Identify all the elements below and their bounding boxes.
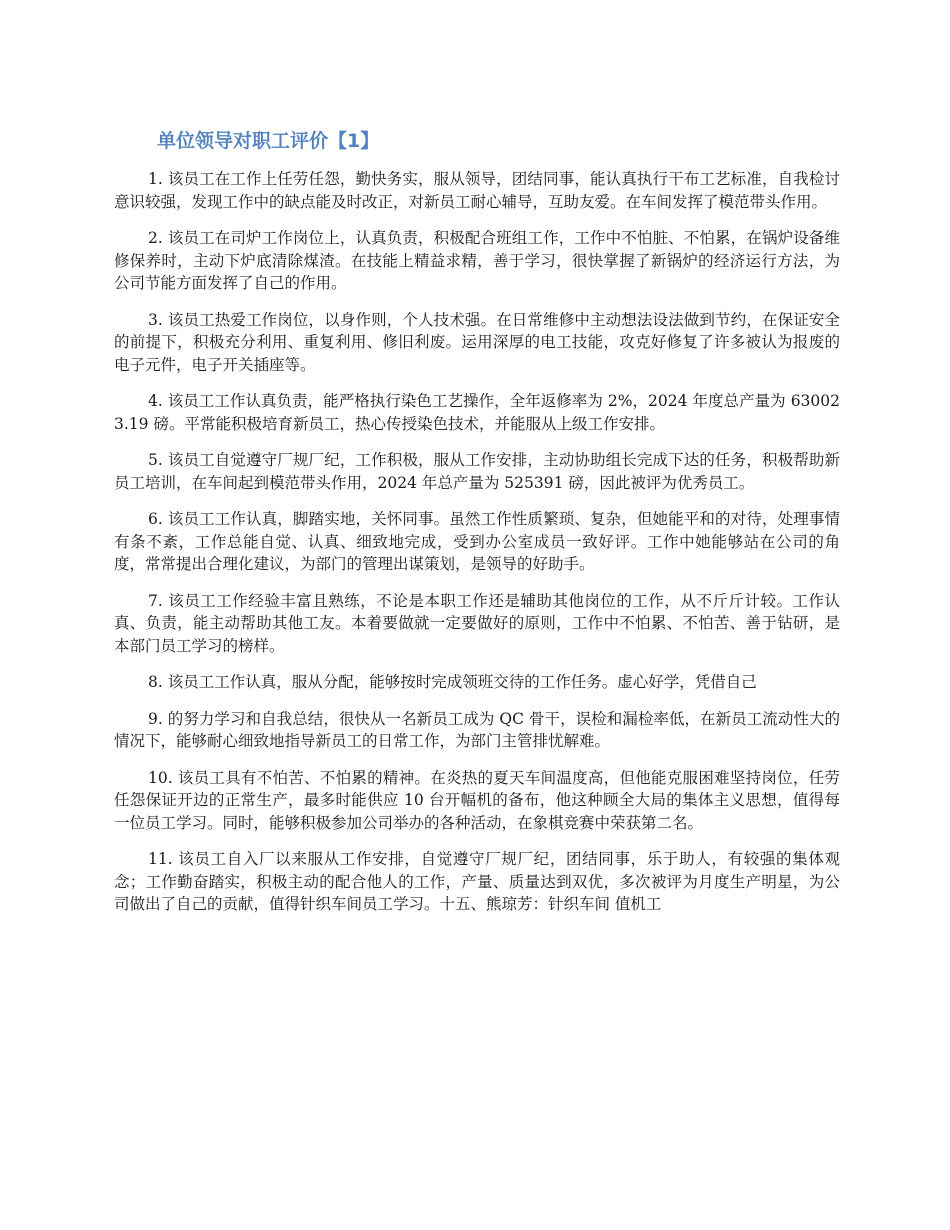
paragraph-3: 3. 该员工热爱工作岗位，以身作则，个人技术强。在日常维修中主动想法设法做到节约，在保证安全的前提下，积极充分利用、重复利用、修旧利废。运用深厚的电工技能，攻克好修复了许多被认为报废的电子元件，电子开关插座等。 bbox=[114, 310, 840, 374]
paragraph-8: 8. 该员工工作认真，服从分配，能够按时完成领班交待的工作任务。虚心好学，凭借自己 bbox=[148, 673, 757, 691]
paragraph-6: 6. 该员工工作认真，脚踏实地，关怀同事。虽然工作性质繁琐、复杂，但她能平和的对待，处理事情有条不紊，工作总能自觉、认真、细致地完成，受到办公室成员一致好评。工作中她能够站在公司的角度，常常提出合理化建议，为部门的管理出谋策划，是领导的好助手。 bbox=[114, 510, 840, 573]
document-title: 单位领导对职工评价【1】 bbox=[157, 130, 380, 152]
paragraph-11: 11. 该员工自入厂以来服从工作安排，自觉遵守厂规厂纪，团结同事，乐于助人，有较强的集体观念；工作勤奋踏实，积极主动的配合他人的工作，产量、质量达到双优，多次被评为月度生产明星，为公司做出了自己的贡献，值得针织车间员工学习。十五、熊琼芳：针织车间 值机工 bbox=[114, 850, 840, 913]
paragraph-7: 7. 该员工工作经验丰富且熟练，不论是本职工作还是辅助其他岗位的工作，从不斤斤计较。工作认真、负责，能主动帮助其他工友。本着要做就一定要做好的原则，工作中不怕累、不怕苦、善于钻研，是本部门员工学习的榜样。 bbox=[114, 591, 840, 655]
paragraph-4: 4. 该员工工作认真负责，能严格执行染色工艺操作，全年返修率为 2%，2024 年度总产量为 630023.19 磅。平常能积极培育新员工，热心传授染色技术，并能服从上级工作安排。 bbox=[114, 392, 840, 433]
paragraph-5: 5. 该员工自觉遵守厂规厂纪，工作积极，服从工作安排，主动协助组长完成下达的任务，积极帮助新员工培训，在车间起到模范带头作用，2024 年总产量为 525391 磅，因此被评为优秀员工。 bbox=[114, 451, 840, 492]
paragraph-1: 1. 该员工在工作上任劳任怨，勤快务实，服从领导，团结同事，能认真执行干布工艺标准，自我检讨意识较强，发现工作中的缺点能及时改正，对新员工耐心辅导，互助友爱。在车间发挥了模范带头作用。 bbox=[114, 170, 840, 211]
document-body bbox=[114, 168, 840, 930]
paragraph-2: 2. 该员工在司炉工作岗位上，认真负责，积极配合班组工作，工作中不怕脏、不怕累，在锅炉设备维修保养时，主动下炉底清除煤渣。在技能上精益求精，善于学习，很快掌握了新锅炉的经济运行方法，为公司节能方面发挥了自己的作用。 bbox=[114, 229, 840, 292]
paragraph-9: 9. 的努力学习和自我总结，很快从一名新员工成为 QC 骨干，误检和漏检率低，在新员工流动性大的情况下，能够耐心细致地指导新员工的日常工作，为部门主管排忧解难。 bbox=[114, 709, 840, 750]
paragraph-10: 10. 该员工具有不怕苦、不怕累的精神。在炎热的夏天车间温度高，但他能克服困难坚持岗位，任劳任怨保证开边的正常生产，最多时能供应 10 台开幅机的备布，他这种顾全大局的集体主义思想，值得每一位员工学习。同时，能够积极参加公司举办的各种活动，在象棋竞赛中荣获第二名。 bbox=[114, 768, 840, 832]
